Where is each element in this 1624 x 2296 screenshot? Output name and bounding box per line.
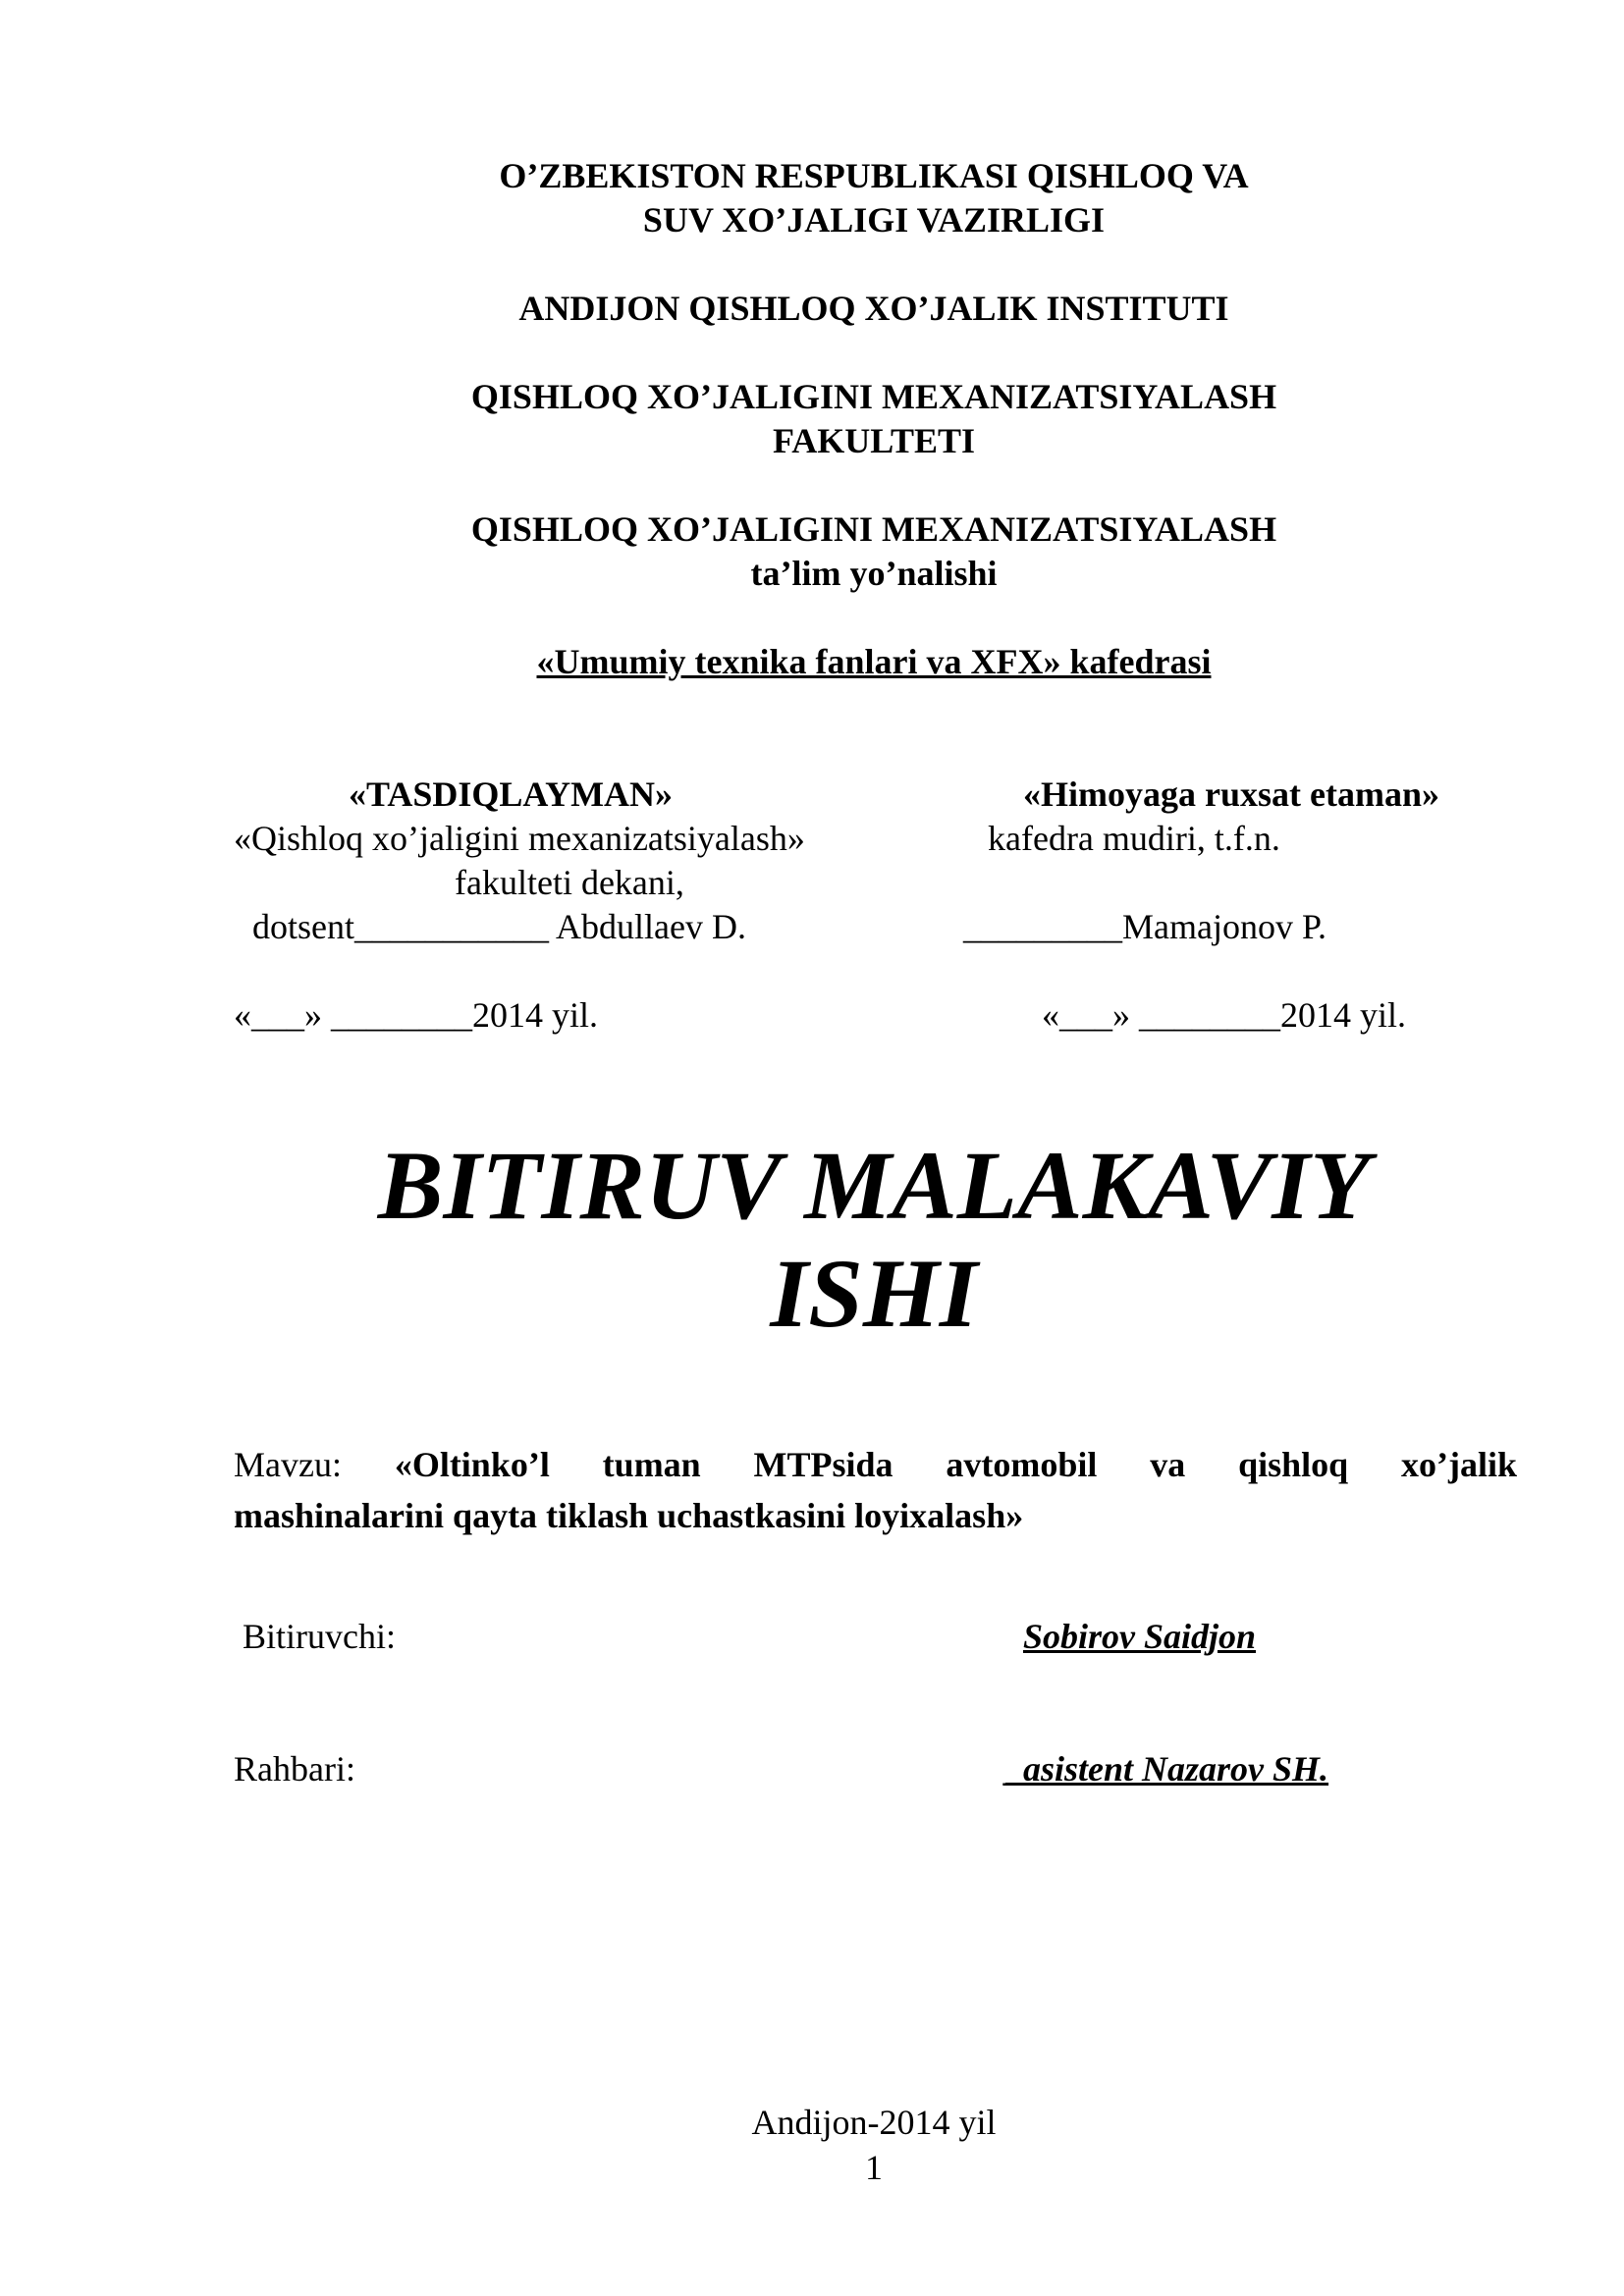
- institute-name: ANDIJON QISHLOQ XO’JALIK INSTITUTI: [518, 289, 1229, 328]
- approve-left-line-2: fakulteti dekani,: [455, 863, 684, 902]
- approve-right-date: «___» ________2014 yil.: [1042, 995, 1407, 1035]
- approve-left-line-1: «Qishloq xo’jaligini mexanizatsiyalash»: [234, 819, 805, 858]
- ministry-line-2: SUV XO’JALIGI VAZIRLIGI: [642, 200, 1106, 240]
- supervisor-name: _asistent Nazarov SH.: [1005, 1749, 1329, 1789]
- department-name: «Umumiy texnika fanlari va XFX» kafedrasi: [536, 642, 1212, 681]
- main-title-line-1: BITIRUV MALAKAVIY: [377, 1131, 1371, 1240]
- approve-right-line-1: kafedra mudiri, t.f.n.: [988, 819, 1280, 858]
- approve-left-line-3: dotsent___________ Abdullaev D.: [252, 907, 746, 946]
- page-number: 1: [865, 2148, 883, 2187]
- footer-place-year: Andijon-2014 yil: [751, 2103, 997, 2142]
- graduate-name: Sobirov Saidjon: [1023, 1617, 1257, 1656]
- approve-heading-left: «TASDIQLAYMAN»: [349, 774, 674, 814]
- direction-line-2: ta’lim yo’nalishi: [750, 554, 998, 593]
- main-title-line-2: ISHI: [770, 1239, 978, 1348]
- faculty-line-2: FAKULTETI: [772, 421, 976, 460]
- graduate-label: Bitiruvchi:: [243, 1617, 396, 1656]
- topic-title-end: mashinalarini qayta tiklash uchastkasini loyixalash»: [234, 1496, 1024, 1535]
- approve-right-line-3: _________Mamajonov P.: [963, 907, 1327, 946]
- topic-label: Mavzu:: [234, 1445, 342, 1484]
- direction-line-1: QISHLOQ XO’JALIGINI MEXANIZATSIYALASH: [470, 509, 1277, 549]
- topic-title-start: «Oltinko’l tuman MTPsida avtomobil va qishloq xo’jalik: [394, 1445, 1517, 1484]
- approve-left-date: «___» ________2014 yil.: [234, 995, 599, 1035]
- supervisor-label: Rahbari:: [234, 1749, 355, 1789]
- topic-first-line: [234, 1439, 1517, 1490]
- approve-heading-right: «Himoyaga ruxsat etaman»: [1023, 774, 1439, 814]
- topic-block: [234, 1439, 1517, 1541]
- ministry-line-1: O’ZBEKISTON RESPUBLIKASI QISHLOQ VA: [499, 156, 1249, 195]
- faculty-line-1: QISHLOQ XO’JALIGINI MEXANIZATSIYALASH: [470, 377, 1277, 416]
